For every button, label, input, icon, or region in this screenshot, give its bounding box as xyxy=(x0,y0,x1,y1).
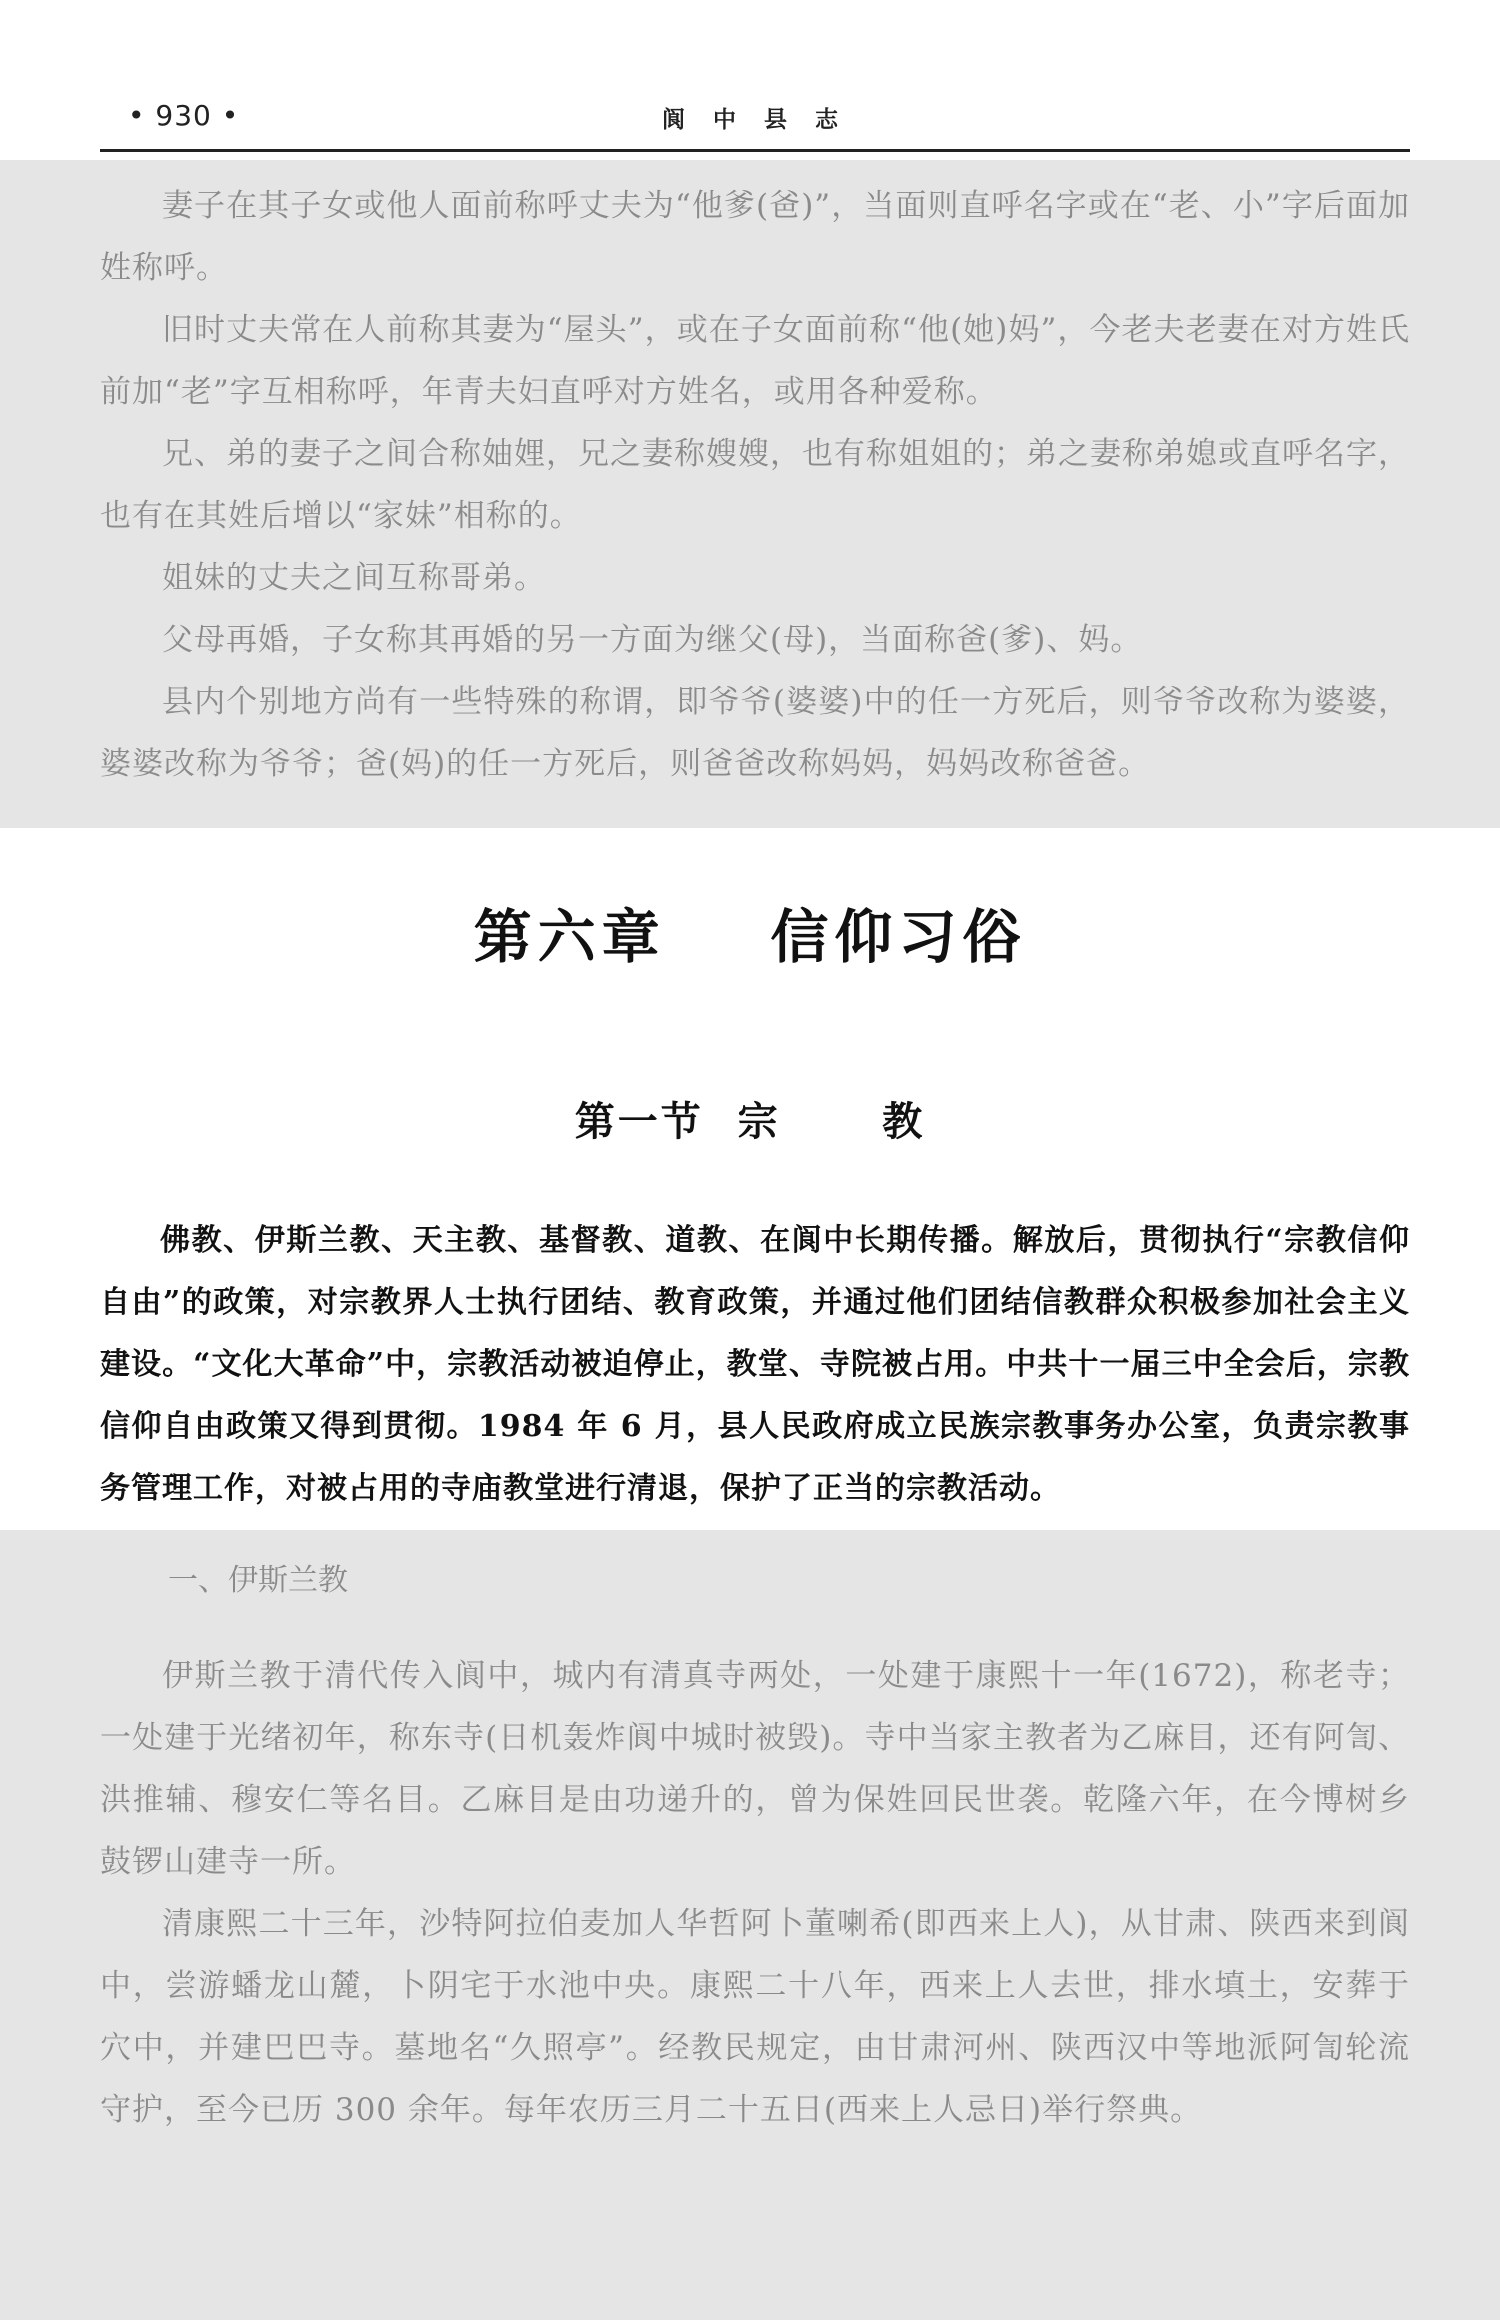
kinship-terms-section xyxy=(100,175,1410,795)
subheading-islam: 一、伊斯兰教 xyxy=(168,1563,348,1598)
section-title: 第一节 宗 教 xyxy=(574,1099,926,1145)
paragraph: 县内个别地方尚有一些特殊的称谓，即爷爷(婆婆)中的任一方死后，则爷爷改称为婆婆，婆婆改称为爷爷；爸(妈)的任一方死后，则爸爸改称妈妈，妈妈改称爸爸。 xyxy=(100,684,1410,782)
paragraph: 伊斯兰教于清代传入阆中，城内有清真寺两处，一处建于康熙十一年(1672)，称老寺；一处建于光绪初年，称东寺(日机轰炸阆中城时被毁)。寺中当家主教者为乙麻目，还有阿訇、洪推辅、穆安仁等名目。乙麻目是由功递升的，曾为保姓回民世袭。乾隆六年，在今博树乡鼓锣山建寺一所。 xyxy=(100,1658,1410,1880)
paragraph: 父母再婚，子女称其再婚的另一方面为继父(母)，当面称爸(爹)、妈。 xyxy=(162,622,1143,658)
page-number: • 930 • xyxy=(128,99,240,132)
chapter-title: 第六章 信仰习俗 xyxy=(473,903,1027,971)
islam-section xyxy=(100,1645,1410,2141)
paragraph: 清康熙二十三年，沙特阿拉伯麦加人华哲阿卜董喇希(即西来上人)，从甘肃、陕西来到阆中，尝游蟠龙山麓，卜阴宅于水池中央。康熙二十八年，西来上人去世，排水填土，安葬于穴中，并建巴巴寺。墓地名“久照亭”。经教民规定，由甘肃河州、陕西汉中等地派阿訇轮流守护，至今已历 300 余年。每年农历三月二十五日(西来上人忌日)举行祭典。 xyxy=(100,1906,1410,2128)
paragraph: 姐妹的丈夫之间互称哥弟。 xyxy=(162,560,546,596)
paragraph: 兄、弟的妻子之间合称妯娌，兄之妻称嫂嫂，也有称姐姐的；弟之妻称弟媳或直呼名字，也有在其姓后增以“家妹”相称的。 xyxy=(100,436,1410,534)
running-title: 阆 中 县 志 xyxy=(661,107,849,133)
intro-paragraph: 佛教、伊斯兰教、天主教、基督教、道教、在阆中长期传播。解放后，贯彻执行“宗教信仰自由”的政策，对宗教界人士执行团结、教育政策，并通过他们团结信教群众积极参加社会主义建设。“文化大革命”中，宗教活动被迫停止，教堂、寺院被占用。中共十一届三中全会后，宗教信仰自由政策又得到贯彻。1984 年 6 月，县人民政府成立民族宗教事务办公室，负责宗教事务管理工作，对被占用的寺庙教堂进行清退，保护了正当的宗教活动。 xyxy=(100,1223,1410,1506)
section-intro xyxy=(100,1210,1410,1520)
paragraph: 旧时丈夫常在人前称其妻为“屋头”，或在子女面前称“他(她)妈”，今老夫老妻在对方姓氏前加“老”字互相称呼，年青夫妇直呼对方姓名，或用各种爱称。 xyxy=(100,312,1410,410)
page-header xyxy=(100,95,1410,152)
paragraph: 妻子在其子女或他人面前称呼丈夫为“他爹(爸)”，当面则直呼名字或在“老、小”字后面加姓称呼。 xyxy=(100,188,1410,286)
